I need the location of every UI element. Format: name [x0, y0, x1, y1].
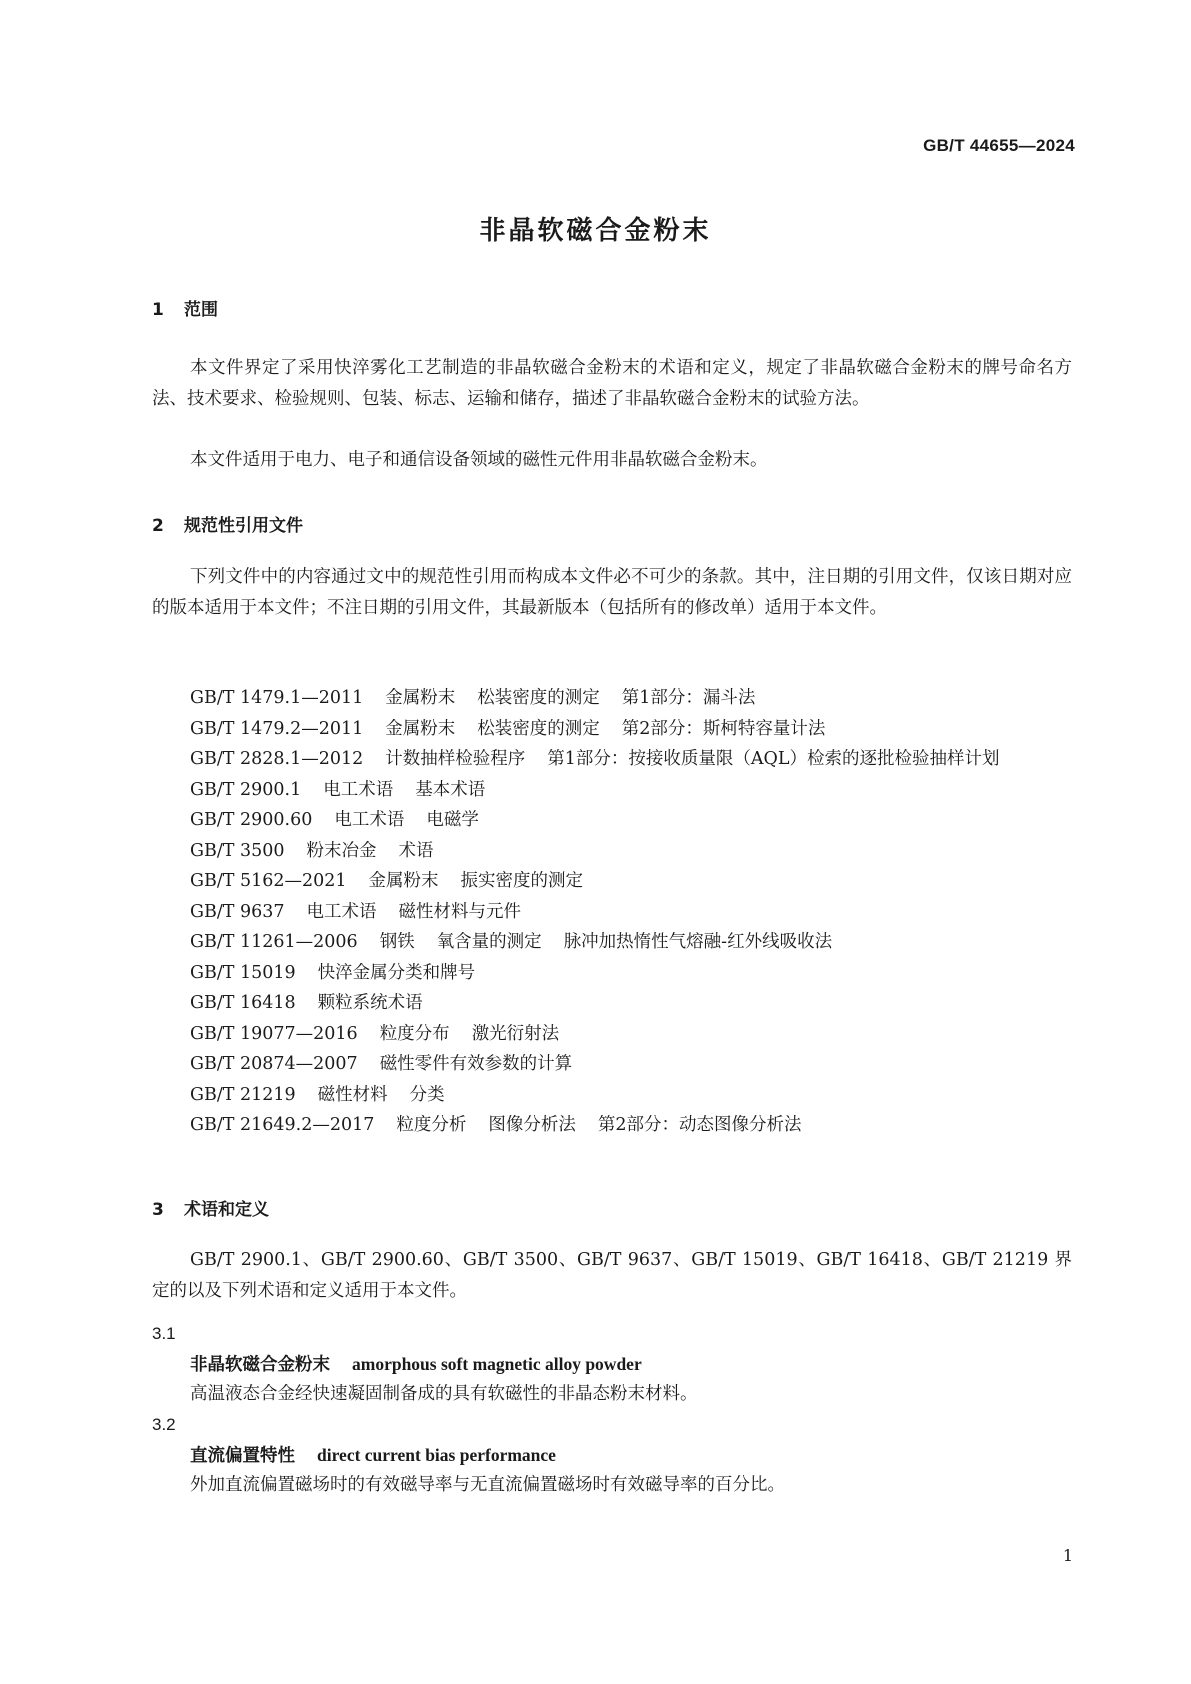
reference-item: [152, 958, 1072, 989]
reference-item: [152, 744, 1072, 775]
reference-title-part: 第1部分：漏斗法: [621, 688, 756, 708]
term-number: 3.1: [152, 1324, 176, 1343]
reference-title-part: 电工术语: [323, 779, 394, 800]
reference-title-part: 计数抽样检验程序: [385, 749, 526, 769]
reference-item: [152, 866, 1072, 897]
reference-title-part: 快淬金属分类和牌号: [317, 962, 476, 983]
reference-item: [152, 1080, 1072, 1111]
reference-title-part: 松装密度的测定: [477, 688, 600, 708]
section-title: 规范性引用文件: [184, 516, 303, 536]
reference-title-part: 金属粉末: [385, 718, 456, 739]
scope-paragraph-2: 本文件适用于电力、电子和通信设备领域的磁性元件用非晶软磁合金粉末。: [190, 450, 768, 470]
reference-title-part: 图像分析法: [488, 1115, 576, 1135]
reference-title-part: 颗粒系统术语: [317, 993, 423, 1013]
reference-title-part: 第2部分：动态图像分析法: [597, 1115, 802, 1135]
terms-intro: GB/T 2900.1、GB/T 2900.60、GB/T 3500、GB/T 9637、GB/T 15019、GB/T 16418、GB/T 21219 界定的以及下列术语和定义适用于本文件。: [152, 1250, 1072, 1301]
section-heading-terms: [152, 1198, 269, 1222]
page-number: 1: [1062, 1546, 1073, 1565]
reference-code: GB/T 9637: [190, 901, 285, 922]
reference-title-part: 粒度分布: [379, 1023, 450, 1044]
reference-title-part: 第1部分：按接收质量限（AQL）检索的逐批检验抽样计划: [547, 749, 1000, 769]
reference-code: GB/T 2828.1—2012: [190, 749, 364, 769]
references-intro: 下列文件中的内容通过文中的规范性引用而构成本文件必不可少的条款。其中，注日期的引用文件，仅该日期对应的版本适用于本文件；不注日期的引用文件，其最新版本（包括所有的修改单）适用于本文件。: [152, 567, 1072, 618]
reference-code: GB/T 21649.2—2017: [190, 1115, 375, 1135]
reference-item: [152, 805, 1072, 836]
reference-title-part: 粉末冶金: [306, 840, 377, 861]
reference-code: GB/T 20874—2007: [190, 1054, 358, 1074]
reference-item: [152, 775, 1072, 806]
reference-title-part: 激光衍射法: [471, 1023, 560, 1044]
reference-title-part: 磁性零件有效参数的计算: [379, 1054, 573, 1074]
reference-title-part: 振实密度的测定: [460, 871, 584, 891]
term-name-en: amorphous soft magnetic alloy powder: [352, 1354, 642, 1374]
reference-code: GB/T 3500: [190, 840, 285, 861]
reference-title-part: 氧含量的测定: [436, 932, 542, 952]
reference-title-part: 脉冲加热惰性气熔融-红外线吸收法: [563, 932, 833, 952]
term-number: 3.2: [152, 1415, 176, 1434]
section-number: 2: [152, 516, 164, 536]
reference-code: GB/T 15019: [190, 962, 296, 983]
section-number: 3: [152, 1200, 164, 1220]
reference-title-part: 电工术语: [306, 901, 377, 922]
section-number: 1: [152, 300, 164, 320]
reference-title-part: 钢铁: [379, 932, 415, 952]
reference-code: GB/T 19077—2016: [190, 1023, 358, 1044]
reference-code: GB/T 1479.2—2011: [190, 718, 364, 739]
reference-code: GB/T 5162—2021: [190, 871, 347, 891]
reference-item: [152, 988, 1072, 1019]
term-definition: 高温液态合金经快速凝固制备成的具有软磁性的非晶态粉末材料。: [190, 1384, 698, 1404]
reference-list: [152, 683, 1072, 1141]
reference-code: GB/T 11261—2006: [190, 932, 358, 952]
reference-item: [152, 1019, 1072, 1050]
reference-title-part: 分类: [409, 1084, 445, 1105]
reference-item: [152, 714, 1072, 745]
term-name: [190, 1443, 556, 1468]
scope-paragraph-1: 本文件界定了采用快淬雾化工艺制造的非晶软磁合金粉末的术语和定义，规定了非晶软磁合金粉末的牌号命名方法、技术要求、检验规则、包装、标志、运输和储存，描述了非晶软磁合金粉末的试验方法。: [152, 358, 1072, 409]
reference-title-part: 松装密度的测定: [477, 718, 600, 739]
term-name-zh: 直流偏置特性: [190, 1446, 295, 1466]
term-name: [190, 1352, 642, 1377]
reference-item: [152, 1110, 1072, 1141]
term-name-zh: 非晶软磁合金粉末: [190, 1355, 330, 1375]
reference-item: [152, 683, 1072, 714]
reference-title-part: 第2部分：斯柯特容量计法: [621, 718, 826, 739]
standard-number: GB/T 44655—2024: [923, 136, 1075, 155]
term-name-en: direct current bias performance: [317, 1445, 556, 1465]
reference-title-part: 基本术语: [415, 779, 486, 800]
reference-title-part: 术语: [398, 840, 434, 861]
reference-code: GB/T 1479.1—2011: [190, 688, 364, 708]
section-heading-normative-references: [152, 514, 303, 538]
reference-title-part: 磁性材料与元件: [398, 901, 522, 922]
document-title: 非晶软磁合金粉末: [479, 216, 712, 246]
reference-title-part: 电磁学: [426, 810, 479, 830]
reference-code: GB/T 2900.1: [190, 779, 302, 800]
term-definition: 外加直流偏置磁场时的有效磁导率与无直流偏置磁场时有效磁导率的百分比。: [190, 1475, 785, 1495]
section-title: 术语和定义: [184, 1200, 269, 1220]
reference-item: [152, 1049, 1072, 1080]
reference-title-part: 电工术语: [334, 810, 405, 830]
reference-code: GB/T 21219: [190, 1084, 296, 1105]
reference-item: [152, 897, 1072, 928]
reference-code: GB/T 2900.60: [190, 810, 313, 830]
section-title: 范围: [184, 300, 218, 320]
reference-title-part: 金属粉末: [368, 871, 439, 891]
section-heading-scope: [152, 298, 218, 322]
reference-title-part: 磁性材料: [317, 1084, 388, 1105]
reference-code: GB/T 16418: [190, 993, 296, 1013]
reference-item: [152, 836, 1072, 867]
reference-title-part: 金属粉末: [385, 688, 456, 708]
reference-title-part: 粒度分析: [396, 1115, 467, 1135]
reference-item: [152, 927, 1072, 958]
